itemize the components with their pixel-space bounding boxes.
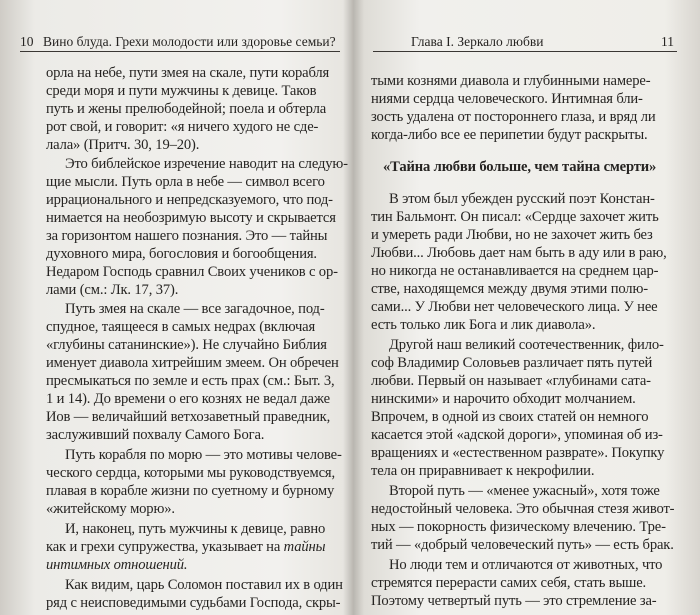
text-line: рот свой, и говорит: «я ничего худого не сде-	[46, 119, 319, 135]
text-line: Любви... Любовь дает нам быть в аду или в раю,	[371, 245, 667, 261]
text-line: Поэтому четвертый путь — это стремление за-	[371, 593, 657, 609]
text-line: нимается на необозримую высоту и скрывается	[46, 210, 336, 226]
text-line: путь и жены прелюбодейной; поела и обтерла	[46, 101, 327, 117]
text-line: стве, находящемся между двумя этими полю-	[371, 281, 648, 297]
text-line: И, наконец, путь мужчины к девице, равно	[65, 521, 326, 537]
text-line: плавая в корабле жизни по суетному и бурному	[46, 483, 335, 499]
text-line: зость удалена от постороннего глаза, и вряд ли	[371, 109, 656, 125]
text-line	[46, 538, 325, 556]
text-line: и умереть ради Любви, но не захочет жить без	[371, 227, 653, 243]
text-line: Это библейское изречение наводит на следую-	[65, 156, 348, 172]
text-line: «житейскому морю».	[46, 501, 175, 517]
text-line: Как видим, царь Соломон поставил их в один	[65, 577, 343, 593]
text-line: нинскими» и нарочито обходит молчанием.	[371, 391, 636, 407]
text-line: Впрочем, в одной из своих статей он немного	[371, 409, 649, 425]
text-line: лами (см.: Лк. 17, 37).	[46, 282, 179, 298]
text-line: вращениях и «естественном разврате». Покупку	[371, 445, 665, 461]
text-line: ных — покорность физическому влечению. Тре-	[371, 519, 666, 535]
text-line: тин Бальмонт. Он писал: «Сердце захочет жить	[371, 209, 659, 225]
text-line: ческого сердца, которыми мы руководствуемся,	[46, 465, 335, 481]
italic-phrase: интимных отношений.	[46, 557, 188, 573]
text-line: пресмыкаться по земле и есть прах (см.: Быт. 3,	[46, 373, 335, 389]
text-line: В этом был убежден русский поэт Констан-	[389, 191, 655, 207]
text-line: тыми кознями диавола и глубинными намере-	[371, 73, 651, 89]
text-line: Иов — величайший ветхозаветный праведник,	[46, 409, 331, 425]
text-line: ниями сердца человеческого. Интимная бли-	[371, 91, 643, 107]
text-line: Но люди тем и отличаются от животных, что	[389, 557, 663, 573]
running-title-right: Глава I. Зеркало любви	[411, 34, 544, 49]
header-rule-left	[20, 51, 340, 52]
text-line: соф Владимир Соловьев различает пять путей	[371, 355, 653, 371]
text-line: иррационального и непредсказуемого, что под-	[46, 192, 333, 208]
right-page	[353, 0, 700, 615]
text-line: касается этой «адской дороги», упоминая об из-	[371, 427, 663, 443]
text-line: сами... У Любви нет человеческого лица. У нее	[371, 299, 658, 315]
page-number-right: 11	[661, 34, 674, 49]
text-line: именует диавола хитрейшим змеем. Он обречен	[46, 355, 339, 371]
text-line: за горизонтом нашего познания. Это — тайны	[46, 228, 328, 244]
text-line: щие мысли. Путь орла в небе — символ всего	[46, 174, 325, 190]
text-line: лала» (Притч. 30, 19–20).	[46, 137, 200, 153]
text-line: Другой наш великий соотечественник, фило-	[389, 337, 664, 353]
page-number-left: 10	[20, 34, 34, 49]
text-line: ряд с неисповедимыми судьбами Господа, скры-	[46, 595, 341, 611]
text-line: Второй путь — «менее ужасный», хотя тоже	[389, 483, 660, 499]
text-line: спудное, таящееся в самых недрах (включая	[46, 319, 316, 335]
header-rule-right	[373, 51, 677, 52]
text-line	[46, 556, 187, 574]
text-line: есть только лик Бога и лик диавола».	[371, 317, 596, 333]
text-line: любви. Первый он называет «глубинами сата-	[371, 373, 651, 389]
text-line: орла на небе, пути змея на скале, пути корабля	[46, 65, 330, 81]
text-line: заслуживший похвалу Самого Бога.	[46, 427, 265, 443]
text-line: 1 и 14). До времени о его кознях не ведал даже	[46, 391, 330, 407]
text-line: Недаром Господь сравнил Своих учеников с ор-	[46, 264, 338, 280]
section-heading: «Тайна любви больше, чем тайна смерти»	[383, 159, 657, 175]
text-line: недостойный человека. Это обычная стезя живот-	[371, 501, 675, 517]
text-line: но никогда не останавливается на среднем цар-	[371, 263, 659, 279]
text-line: тий — «добрый человеческий путь» — есть брак.	[371, 537, 674, 553]
text-line: Путь корабля по морю — это мотивы челове-	[65, 447, 342, 463]
text-line: когда-либо все ее перипетии будут раскрыты.	[371, 127, 648, 143]
text-line: Путь змея на скале — все загадочное, под-	[65, 301, 325, 317]
text-line: среди моря и пути мужчины к девице. Таков	[46, 83, 317, 99]
running-title-left: Вино блуда. Грехи молодости или здоровье семьи?	[43, 34, 336, 49]
text-fragment: как и грехи супружества, указывает на	[46, 539, 284, 555]
text-line: «глубины сатанинские»). Не случайно Библия	[46, 337, 327, 353]
text-line: духовного мира, богословия и богообщения.	[46, 246, 317, 262]
text-line: стремятся перерасти самих себя, стать выше.	[371, 575, 647, 591]
text-line: тела он приравнивает к некрофилии.	[371, 463, 595, 479]
italic-phrase: тайны	[283, 539, 326, 555]
